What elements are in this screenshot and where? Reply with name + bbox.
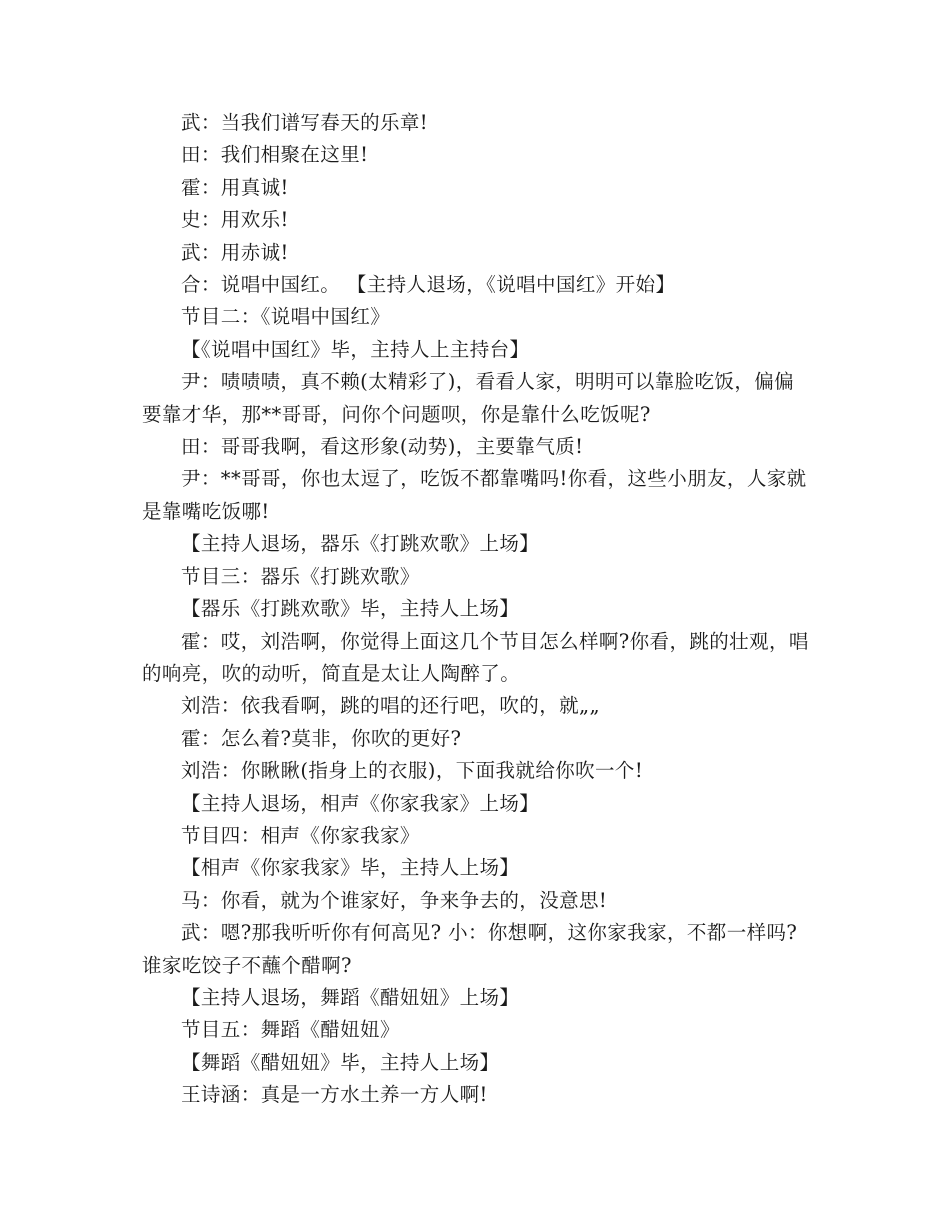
paragraph: 【《说唱中国红》毕，主持人上主持台】	[181, 337, 530, 361]
paragraph: 霍：怎么着?莫非，你吹的更好?	[181, 726, 462, 750]
paragraph: 刘浩：你瞅瞅(指身上的衣服)，下面我就给你吹一个!	[181, 759, 644, 783]
paragraph: 史：用欢乐!	[181, 208, 289, 232]
paragraph: 刘浩：依我看啊，跳的唱的还行吧，吹的，就„„	[181, 694, 601, 718]
paragraph: 武：用赤诚!	[181, 240, 289, 264]
paragraph: 霍：哎，刘浩啊，你觉得上面这几个节目怎么样啊?你看，跳的壮观，唱的响亮，吹的动听，简直是太让人陶醉了。	[142, 629, 809, 685]
paragraph: 田：我们相聚在这里!	[181, 143, 369, 167]
paragraph: 武：当我们谱写春天的乐章!	[181, 111, 429, 134]
paragraph: 武：嗯?那我听听你有何高见? 小：你想啊，这你家我家，不都一样吗?谁家吃饺子不蘸个醋啊?	[142, 921, 798, 977]
paragraph: 王诗涵：真是一方水土养一方人啊!	[181, 1083, 488, 1107]
paragraph: 【主持人退场，相声《你家我家》上场】	[181, 791, 540, 815]
paragraph: 节目四：相声《你家我家》	[181, 823, 420, 847]
paragraph: 节目三：器乐《打跳欢歌》	[181, 564, 420, 588]
paragraph: 【器乐《打跳欢歌》毕，主持人上场】	[181, 597, 520, 621]
paragraph: 【主持人退场，舞蹈《醋妞妞》上场】	[181, 985, 520, 1009]
paragraph: 节目五：舞蹈《醋妞妞》	[181, 1018, 400, 1042]
paragraph: 马：你看，就为个谁家好，争来争去的，没意思!	[181, 888, 608, 912]
paragraph: 合：说唱中国红。 【主持人退场，《说唱中国红》开始】	[181, 273, 676, 297]
paragraph: 尹：啧啧啧，真不赖(太精彩了)，看看人家，明明可以靠脸吃饭，偏偏要靠才华，那**哥哥，问你个问题呗，你是靠什么吃饭呢?	[142, 370, 795, 426]
paragraph: 尹：**哥哥，你也太逗了，吃饭不都靠嘴吗!你看，这些小朋友，人家就是靠嘴吃饭哪!	[142, 467, 807, 523]
document-body	[142, 107, 810, 1112]
paragraph: 【舞蹈《醋妞妞》毕，主持人上场】	[181, 1050, 500, 1074]
paragraph: 霍：用真诚!	[181, 175, 289, 199]
paragraph: 【主持人退场，器乐《打跳欢歌》上场】	[181, 532, 540, 556]
paragraph: 节目二：《说唱中国红》	[181, 305, 391, 329]
paragraph: 田：哥哥我啊，看这形象(动势)，主要靠气质!	[181, 435, 584, 459]
paragraph: 【相声《你家我家》毕，主持人上场】	[181, 856, 520, 880]
